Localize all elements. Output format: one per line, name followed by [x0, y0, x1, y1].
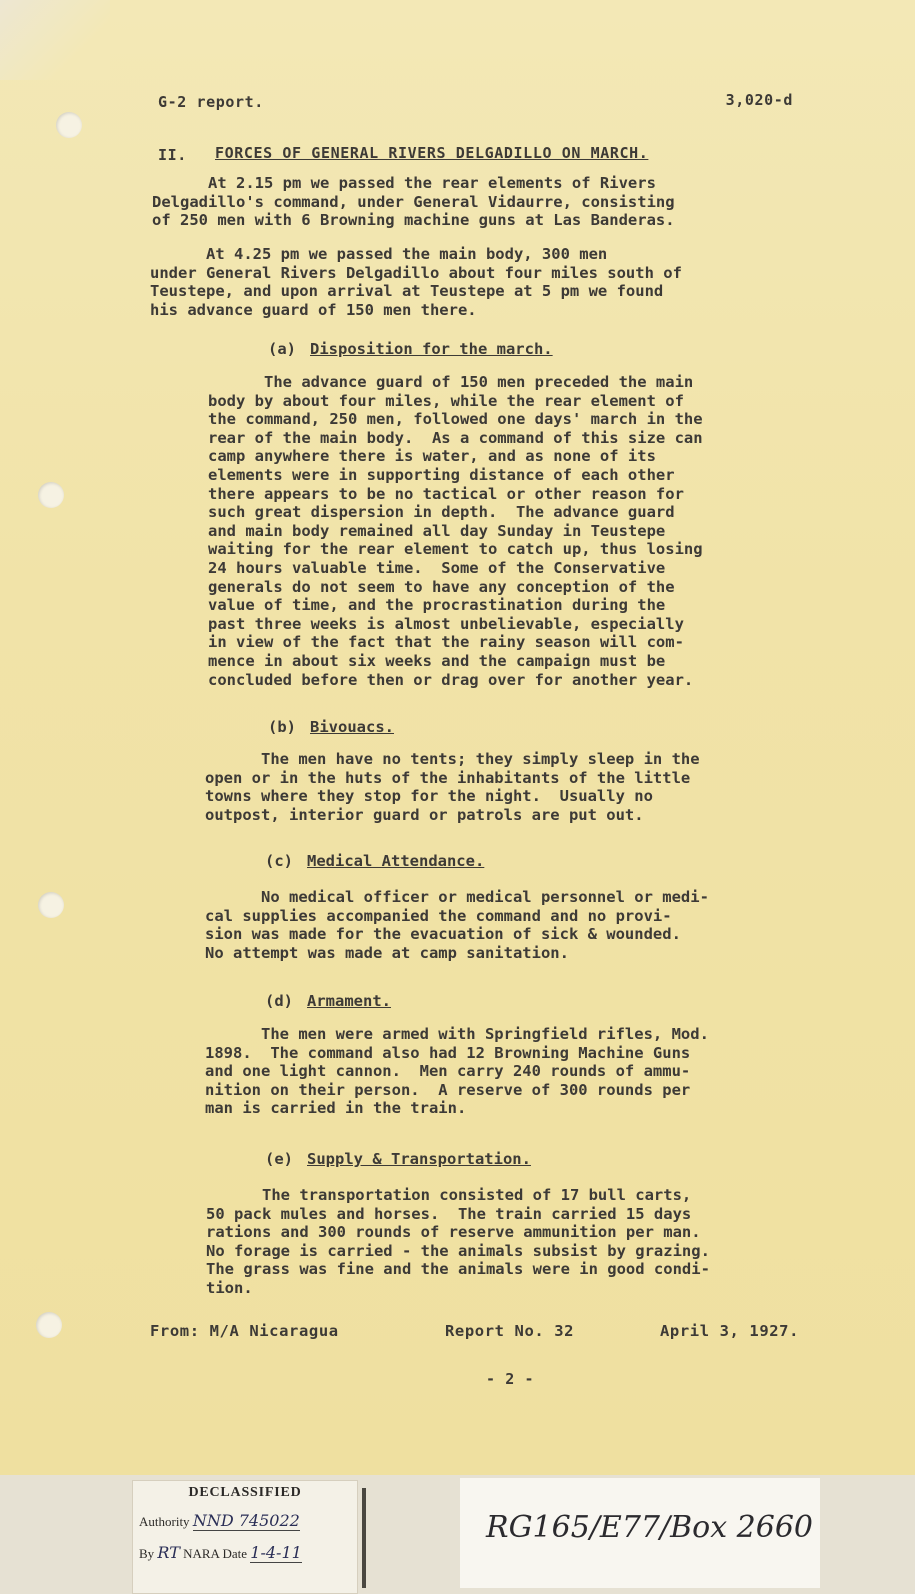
intro-paragraph: At 2.15 pm we passed the rear elements of Rivers Delgadillo's command, under General Vidaurre, consisting of 250 men with 6 Browning machine guns at Las Banderas. [152, 174, 675, 230]
punch-hole [36, 1312, 62, 1338]
subsection-letter: (b) [268, 718, 296, 736]
section-title: FORCES OF GENERAL RIVERS DELGADILLO ON MARCH. [215, 144, 649, 162]
archive-location-label: RG165/E77/Box 2660 [486, 1510, 814, 1545]
stamp-by-line [139, 1543, 302, 1562]
stamp-authority-line [139, 1511, 300, 1530]
subsection-letter: (a) [268, 340, 296, 358]
stamp-by-value: RT [157, 1543, 180, 1562]
strip-divider [362, 1488, 366, 1588]
stamp-authority-label: Authority [139, 1514, 190, 1529]
stamp-by-label: By [139, 1546, 155, 1561]
subsection-body-e: The transportation consisted of 17 bull carts, 50 pack mules and horses. The train carried 15 days rations and 300 rounds of reserve ammunition per man. No forage is carried - the animals subsist by grazing. The grass was fine and the animals were in good condi- tion. [206, 1186, 710, 1297]
stamp-authority-value: NND 745022 [192, 1511, 300, 1530]
intro-paragraph: At 4.25 pm we passed the main body, 300 men under General Rivers Delgadillo about four miles south of Teustepe, and upon arrival at Teustepe at 5 pm we found his advance guard of 150 men there. [150, 245, 682, 319]
stamp-nara-label: NARA Date [183, 1546, 248, 1561]
report-header-left: G-2 report. [158, 93, 264, 111]
subsection-heading-b [268, 718, 394, 736]
subsection-title: Armament. [307, 992, 391, 1010]
subsection-letter: (c) [265, 852, 293, 870]
subsection-heading-c [265, 852, 484, 870]
declassified-stamp [132, 1480, 358, 1594]
subsection-body-c: No medical officer or medical personnel or medi- cal supplies accompanied the command and no provi- sion was made for the evacuation of sick & wounded. No attempt was made at camp sanitation. [205, 888, 709, 962]
page-number: - 2 - [486, 1370, 535, 1388]
footer-report-number: Report No. 32 [445, 1322, 575, 1340]
subsection-letter: (d) [265, 992, 293, 1010]
page-corner-shading [0, 0, 110, 80]
footer-date: April 3, 1927. [660, 1322, 800, 1340]
footer-from: From: M/A Nicaragua [150, 1322, 339, 1340]
subsection-body-d: The men were armed with Springfield rifles, Mod. 1898. The command also had 12 Browning Machine Guns and one light cannon. Men carry 240 rounds of ammu- nition on their person. A reserve of 300 rounds per man is carried in the train. [205, 1025, 709, 1118]
subsection-title: Bivouacs. [310, 718, 394, 736]
section-number: II. [158, 146, 187, 164]
stamp-title: DECLASSIFIED [188, 1485, 302, 1500]
subsection-body-b: The men have no tents; they simply sleep in the open or in the huts of the inhabitants of the little towns where they stop for the night. Usually no outpost, interior guard or patrols are put out. [205, 750, 700, 824]
punch-hole [38, 482, 64, 508]
punch-hole [38, 892, 64, 918]
stamp-nara-value: 1-4-11 [250, 1543, 302, 1562]
subsection-title: Supply & Transportation. [307, 1150, 531, 1168]
subsection-heading-e [265, 1150, 531, 1168]
file-number: 3,020-d [725, 91, 793, 109]
subsection-title: Medical Attendance. [307, 852, 485, 870]
subsection-title: Disposition for the march. [310, 340, 553, 358]
subsection-letter: (e) [265, 1150, 293, 1168]
punch-hole [56, 112, 82, 138]
subsection-heading-a [268, 340, 553, 358]
subsection-heading-d [265, 992, 391, 1010]
subsection-body-a: The advance guard of 150 men preceded the main body by about four miles, while the rear element of the command, 250 men, followed one days' march in the rear of the main body. As a command of this size can camp anywhere there is water, and as none of its elements were in supporting distance of each other there appears to be no tactical or other reason for such great dispersion in depth. The advance guard and main body remained all day Sunday in Teustepe waiting for the rear element to catch up, thus losing 24 hours valuable time. Some of the Conservative generals do not seem to have any conception of the value of time, and the procrastination during the past three weeks is almost unbelievable, especially in view of the fact that the rainy season will com- mence in about six weeks and the campaign must be concluded before then or drag over for another year. [208, 373, 703, 689]
